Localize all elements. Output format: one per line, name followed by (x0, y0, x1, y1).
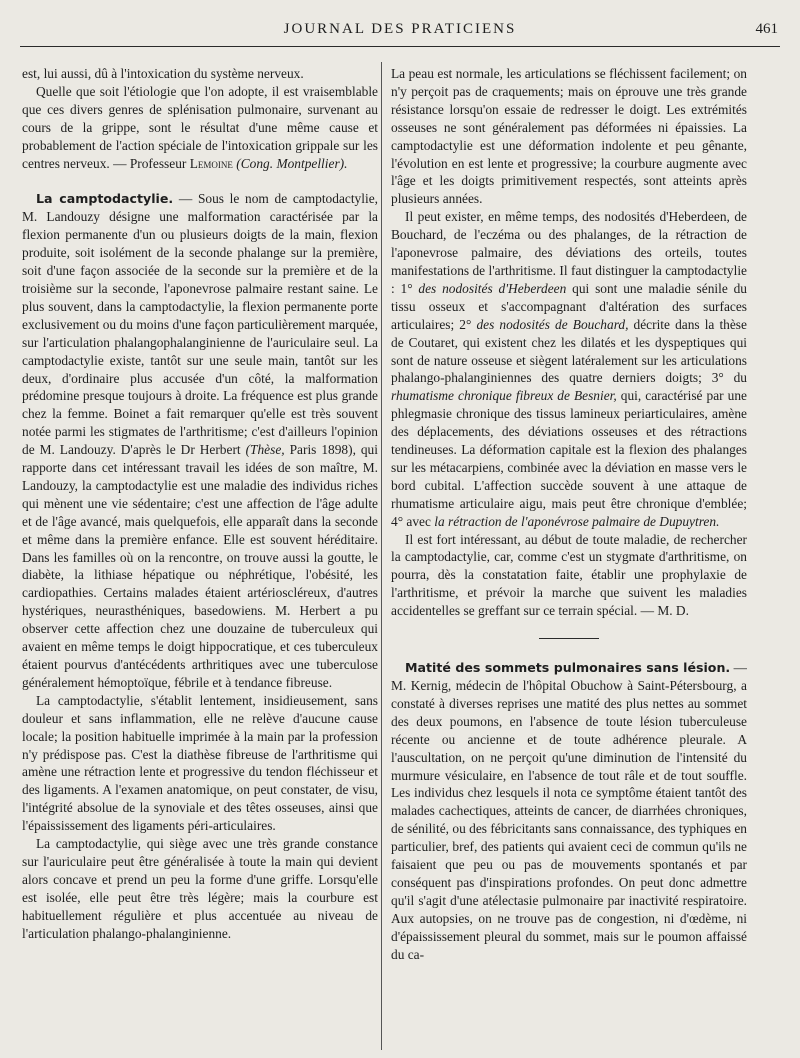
paragraph: Il est fort intéressant, au début de toute maladie, de rechercher la camptodactylie, car, comme c'est un stygmate d'arthritisme, on pourra, dès la constatation faite, établir une prophylaxie de l'arthritisme, et prévoir la marche que suivent les maladies accidentelles se greffant sur ce terrain spécial. — M. D. (391, 531, 747, 619)
section-separator (539, 638, 599, 639)
paragraph-text: qui, caractérisé par une phlegmasie chronique des tissus lamineux periarticulaires, amène des déplacements, des déviations osseuses et des rétractions tendineuses. La déformation capitale est la flexion des phalanges sur les métacarpiens, combinée avec la déviation en masse vers le bord cubital. L'affection succède souvent à une attaque de rhumatisme articulaire aigu, mais peut être chronique d'emblée; 4° avec (391, 388, 747, 529)
left-column (22, 65, 378, 1050)
italic-term: des nodosités d'Heberdeen (418, 280, 567, 296)
article-matite (391, 659, 747, 963)
paragraph: La camptodactylie, s'établit lentement, insidieusement, sans douleur et sans inflammation, elle ne relève d'aucune cause locale; la position habituelle imprimée à la main par la profession n'y prédispose pas. C'est la diathèse fibreuse de l'arthritisme qui amène une rétraction lente et progressive du tendon fléchisseur et des ligaments. A l'examen anatomique, on peut constater, de visu, l'intégrité absolue de la synoviale et des têtes osseuses, ainsi que l'épaississement des ligaments péri-articulaires. (22, 692, 378, 834)
article-heading: La camptodactylie. (36, 191, 174, 207)
paragraph (22, 83, 378, 173)
paragraph-text: — M. Kernig, médecin de l'hôpital Obuchow à Saint-Pétersbourg, a constaté à diverses reprises une matité des plus nettes au sommet des deux poumons, en l'absence de toute lésion tuberculeuse récente ou ancienne et de toute adhérence pleurale. A l'auscultation, on ne perçoit qu'une diminution de l'intensité du murmure vésiculaire, en l'absence de tout râle et de tout souffle. Les individus chez lesquels il nota ce symptôme étaient tantôt des malades cachectiques, atteints de cancer, de diarrhées chroniques, de sénilité, ou des fébricitants sans connaissance, des typhiques en particulier, bref, des patients qui avaient ceci de commun qu'ils ne faisaient que peu ou pas de mouvements spontanés et par conséquent pas d'inspirations profondes. On peut donc admettre qu'il s'agit d'une atélectasie pulmonaire par inactivité respiratoire. Aux autopsies, on ne trouve pas de congestion, ni d'œdème, ni d'épaississement pleural du sommet, mais sur le poumon affaissé du ca- (391, 660, 747, 962)
column-divider (381, 62, 382, 1050)
paragraph-text: Quelle que soit l'étiologie que l'on adopte, il est vraisemblable que ces divers genres de splénisation pulmonaire, survenant au cours de la grippe, sont le résultat d'une même cause et probablement de l'action spéciale de l'intoxication grippale sur les centres nerveux. — Professeur (22, 83, 378, 171)
paragraph-text: Il peut exister, en même temps, des nodosités d'Heberdeen, de Bouchard, de l'eczéma ou des phalanges, de la rétraction de l'aponevrose palmaire, des déviations des orteils, toutes manifestations de l'arthritisme. Il faut distinguer la camptodactylie : 1° (391, 209, 747, 296)
paragraph: est, lui aussi, dû à l'intoxication du système nerveux. (22, 66, 304, 81)
italic-term: rhumatisme chronique fibreux de Besnier, (391, 388, 617, 404)
italic-term: la rétraction de l'aponévrose palmaire de Dupuytren. (434, 513, 720, 529)
article-camptodactylie (22, 190, 378, 691)
page-number: 461 (755, 21, 778, 37)
author-name: Lemoine (189, 155, 233, 171)
paragraph-text: qui sont une maladie sénile du tissu osseux et s'accompagnant d'altération des surfaces articulaires; 2° (391, 280, 747, 332)
journal-title: JOURNAL DES PRATICIENS (283, 21, 517, 37)
paragraph-text: Paris 1898), qui rapporte dans cet intéressant travail les idées de son maître, M. Landouzy, la camptodactylie est une maladie des individus riches qui mènent une vie sédentaire; c'est une affection de l'âge adulte et de l'âge avancé, mais quelquefois, elle apparaît dans la seconde et même dans la première enfance. Elle est souvent héréditaire. Dans les familles où on la rencontre, on trouve aussi la goutte, le diabète, la lithiase hépatique ou néphrétique, l'obésité, les cardiopathies. Certains malades étaient artérioscléreux, d'autres hystériques, neurasthéniques, basedowiens. M. Herbert a pu observer cette affection chez une douzaine de tuberculeux qui avaient en même temps le doigt hippocratique, et ces tuberculeux étaient pourvus d'antécédents arthritiques avec une tuberculose généralement hémoptoïque, fébrile et à tendance fibreuse. (22, 442, 378, 690)
italic-term: des nodosités de Bouchard, (476, 316, 629, 332)
page-header (20, 18, 780, 47)
paragraph (391, 208, 747, 530)
paragraph-text: — Sous le nom de camptodactylie, M. Landouzy désigne une malformation caractérisée par la flexion permanente d'un ou plusieurs doigts de la main, flexion produite, soit isolément de la seconde phalange sur la première, soit d'une façon associée de la seconde sur la première et de la troisième sur la seconde, l'aponevrose palmaire restant saine. Le plus souvent, dans la camptodactylie, la flexion permanente porte exclusivement ou du moins d'une façon particulièrement marquée, sur l'articulation phalangophalanginienne de l'auriculaire seul. La camptodactylie existe, tantôt sur une seule main, tantôt sur les deux, d'ordinaire plus accusée d'un côté, la malformation prédomine presque toujours à droite. La fréquence est plus grande chez la femme. Boinet a fait remarquer qu'elle est très souvent notée parmi les stigmates de l'arthritisme; c'est d'ailleurs l'opinion de M. Landouzy. D'après le Dr Herbert (22, 191, 378, 458)
right-column (391, 65, 747, 1050)
spacer (22, 172, 378, 190)
source-citation: (Thèse, (245, 442, 285, 458)
paragraph-text: décrite dans la thèse de Coutaret, qui existent chez les dilatés et les dyspeptiques qui sont de nature osseuse et siègent latéralement sur les articulations phalango-phalanginiennes des quatre derniers doigts; 3° du (391, 316, 747, 386)
source-citation: (Cong. Montpellier). (236, 155, 348, 171)
paragraph: La peau est normale, les articulations se fléchissent facilement; on n'y perçoit pas de craquements; mais on éprouve une très grande résistance lorsqu'on essaie de redresser le doigt. Les extrémités osseuses ne sont généralement pas déformées ni épaissies. La camptodactylie est une déformation indolente et peu gênante, l'évolution en est lente et progressive; la courbure augmente avec l'âge et les doigts primitivement respectés, sont atteints après plusieurs années. (391, 66, 747, 207)
paragraph: La camptodactylie, qui siège avec une très grande constance sur l'auriculaire peut être généralisée à toute la main qui devient alors concave et prend un peu la forme d'une griffe. Lorsqu'elle est isolée, elle peut être très légère; mais la courbure est habituellement régulière et plus accentuée au niveau de l'articulation phalango-phalanginienne. (22, 836, 378, 941)
article-heading: Matité des sommets pulmonaires sans lésion. (405, 660, 731, 676)
